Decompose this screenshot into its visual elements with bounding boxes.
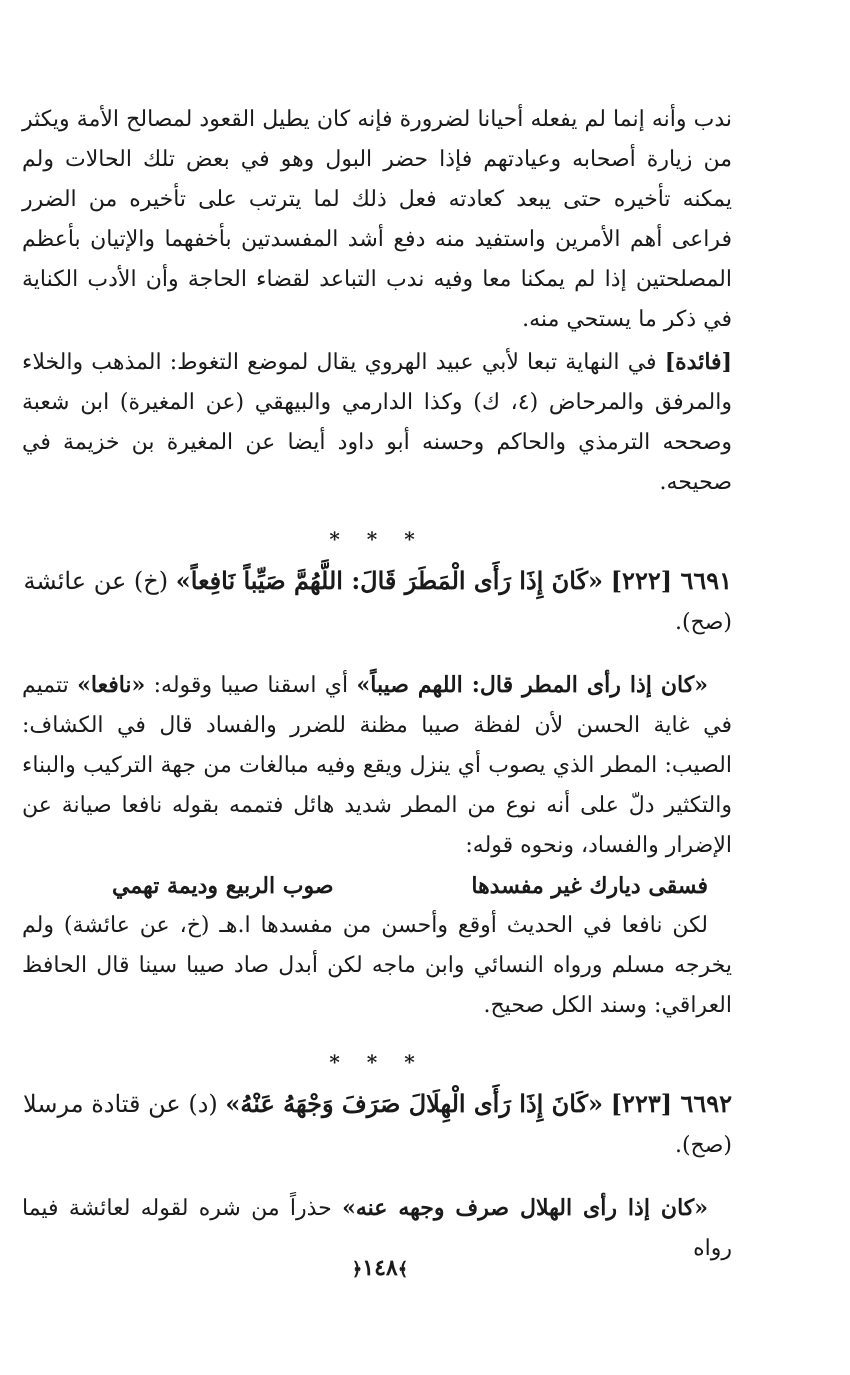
continuation-paragraph xyxy=(22,100,732,340)
hadith-text: «كَانَ إِذَا رَأَى الْمَطَرَ قَالَ: اللَّهُمَّ صَيِّباً نَافِعاً» xyxy=(175,566,604,595)
commentary-text-3: لكن نافعا في الحديث أوقع وأحسن من مفسدها ا.هـ (خ، عن عائشة) ولم يخرجه مسلم ورواه النسائي وابن ماجه لكن أبدل صاد صيبا سينا قال الحافظ العراقي: وسند الكل صحيح. xyxy=(22,913,732,1018)
hadith-6692 xyxy=(22,1082,732,1126)
commentary-quote: «كان إذا رأى المطر قال: اللهم صيباً» xyxy=(356,672,708,698)
hadith-source-2: (د) عن قتادة مرسلا xyxy=(23,1090,226,1118)
commentary-text: أي اسقنا صيبا وقوله: xyxy=(145,673,357,698)
hadith-grade-2: (صح). xyxy=(674,1133,732,1158)
commentary-text-4: حذراً من شره لقوله لعائشة فيما رواه xyxy=(22,1196,732,1261)
faida-text: في النهاية تبعا لأبي عبيد الهروي يقال لموضع التغوط: المذهب والخلاء والمرفق والمرحاض (٤، ك) وكذا الدارمي والبيهقي (عن المغيرة) ابن شعبة وصححه الترمذي والحاكم وحسنه أبو داود أيضا عن المغيرة بن خزيمة في صحيحه. xyxy=(22,350,732,495)
hadith-number-2: ٦٦٩٢ [٢٢٣] xyxy=(610,1089,732,1118)
commentary-quote-2: «نافعا» xyxy=(77,672,146,698)
poetry-verse xyxy=(22,866,732,906)
ornament-left: ﴿ xyxy=(351,1259,363,1280)
ornament-right: ﴾ xyxy=(397,1259,409,1280)
hadith-number: ٦٦٩١ [٢٢٢] xyxy=(610,566,732,595)
page-body xyxy=(22,100,732,1269)
section-separator-2: * * * xyxy=(329,1050,425,1074)
hadith-grade: (صح). xyxy=(674,610,732,635)
verse-first-hemistich: فسقى ديارك غير مفسدها xyxy=(471,873,708,899)
hadith-text-2: «كَانَ إِذَا رَأَى الْهِلَالَ صَرَفَ وَجْهَهُ عَنْهُ» xyxy=(225,1089,604,1118)
commentary-text-2: تتميم في غاية الحسن لأن لفظة صيبا مظنة للضرر والفساد قال في الكشاف: الصيب: المطر الذي يصوب أي ينزل ويقع وفيه مبالغات من جهة التركيب والبناء والتكثير دلّ على أنه نوع من المطر شديد هائل فتممه بقوله نافعا صيانة عن الإضرار والفساد، ونحوه قوله: xyxy=(22,673,732,858)
hadith-source: (خ) عن عائشة xyxy=(23,567,176,595)
hadith-6691 xyxy=(22,559,732,603)
page-number-value: ١٤٨ xyxy=(362,1255,398,1281)
commentary-6691 xyxy=(22,665,732,866)
commentary-6691-continued xyxy=(22,906,732,1026)
faida-paragraph xyxy=(22,342,732,503)
commentary-quote-3: «كان إذا رأى الهلال صرف وجهه عنه» xyxy=(342,1195,708,1221)
continuation-text: ندب وأنه إنما لم يفعله أحيانا لضرورة فإنه كان يطيل القعود لمصالح الأمة ويكثر من زيارة أصحابه وعيادتهم فإذا حضر البول وهو في بعض تلك الحالات ولم يمكنه تأخيره حتى يبعد كعادته فعل ذلك لما يترتب على تأخيره من الضرر فراعى أهم الأمرين واستفيد منه دفع أشد المفسدتين بأخفهما والإتيان بأعظم المصلحتين إذا لم يمكنا معا وفيه ندب التباعد لقضاء الحاجة وأن الأدب الكناية في ذكر ما يستحي منه. xyxy=(22,107,732,332)
section-separator: * * * xyxy=(329,527,425,551)
faida-label: [فائدة] xyxy=(664,349,732,375)
page-number xyxy=(0,1255,760,1281)
verse-second-hemistich: صوب الربيع وديمة تهمي xyxy=(112,873,334,899)
